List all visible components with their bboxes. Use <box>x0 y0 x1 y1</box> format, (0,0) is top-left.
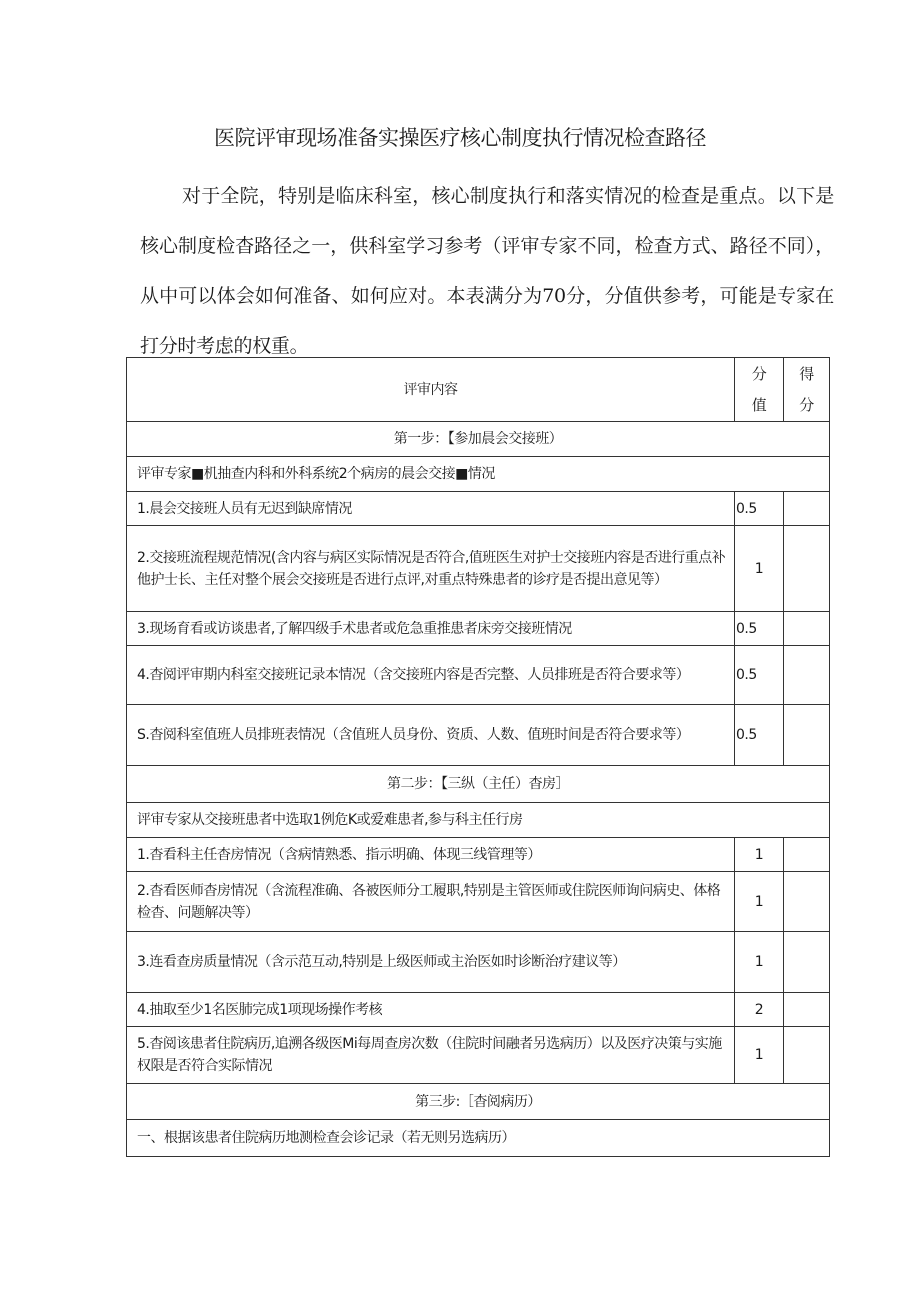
header-gain-line1: 得 <box>799 364 814 383</box>
table-row <box>127 1027 830 1084</box>
item-text: 2.杳看医师杳房情况（含流程准确、各被医师分工履职,特别是主管医师或住院医师询问病史、体格检杳、问题解决等） <box>127 872 735 932</box>
item-text: 2.交接班流程规范情况(含内容与病区实际情况是否符合,值班医生对护士交接班内容是否进行重点补他护士长、主任对整个展会交接班是否进行点评,对重点特殊患者的诊疗是否提出意见等） <box>127 526 735 612</box>
table-row <box>127 492 830 526</box>
item-text: 5.杳阅该患者住院病历,追溯各级医Mi每周查房次数（住院时间融者另选病历）以及医疗决策与实施权限是否符合实际情况 <box>127 1027 735 1084</box>
item-text: S.杳阅科室值班人员排班表情况（含值班人员身份、资质、人数、值班时间是否符合要求等） <box>127 705 735 766</box>
item-score: 1 <box>735 872 784 932</box>
table-row <box>127 838 830 872</box>
header-gain <box>784 358 830 422</box>
item-text: 4.杳阅评审期内科室交接班记录本情况（含交接班内容是否完整、人员排班是否符合要求等） <box>127 646 735 705</box>
table-row <box>127 705 830 766</box>
item-score: 0.5 <box>735 646 784 705</box>
table-row <box>127 993 830 1027</box>
item-score: 1 <box>735 838 784 872</box>
step-header-row <box>127 766 830 803</box>
item-gain <box>784 872 830 932</box>
item-gain <box>784 993 830 1027</box>
item-score: 0.5 <box>735 705 784 766</box>
item-text: 1.杳看科主任杳房情况（含病情熟悉、指示明确、体现三线管理等） <box>127 838 735 872</box>
step-header-row <box>127 1084 830 1120</box>
header-content: 评审内容 <box>127 358 735 422</box>
item-text: 4.抽取至少1名医肺完成1项现场操作考核 <box>127 993 735 1027</box>
item-score: 1 <box>735 932 784 993</box>
item-score: 1 <box>735 526 784 612</box>
item-score: 2 <box>735 993 784 1027</box>
step3-note: 一、根据该患者住院病历地测检查会诊记录（若无则另选病历） <box>127 1120 830 1157</box>
table-row <box>127 646 830 705</box>
table-row <box>127 526 830 612</box>
item-gain <box>784 526 830 612</box>
step1-title: 第一步：【参加晨会交接班） <box>127 422 830 457</box>
header-score-line2: 值 <box>751 395 767 414</box>
header-score <box>735 358 784 422</box>
item-score: 0.5 <box>735 612 784 646</box>
item-gain <box>784 492 830 526</box>
table-row <box>127 872 830 932</box>
item-score: 1 <box>735 1027 784 1084</box>
intro-paragraph: 对于全院，特别是临床科室，核心制度执行和落实情况的检查是重点。以下是核心制度检杳路径之一，供科室学习参考（评审专家不同，检查方式、路径不同），从中可以体会如何准备、如何应对。本表满分为70分，分值供参考，可能是专家在打分时考虑的权重。 <box>140 185 834 357</box>
step2-title: 第二步：【三纵（主任）杳房］ <box>127 766 830 803</box>
item-text: 1.晨会交接班人员有无迟到缺席情况 <box>127 492 735 526</box>
item-text: 3.连看查房质量情况（含示范互动,特别是上级医师或主治医如时诊断治疗建议等） <box>127 932 735 993</box>
item-gain <box>784 646 830 705</box>
header-gain-line2: 分 <box>799 395 814 414</box>
step1-note: 评审专家■机抽查内科和外科系统2个病房的晨会交接■情况 <box>127 457 830 492</box>
note-row <box>127 1120 830 1157</box>
note-row <box>127 803 830 838</box>
item-gain <box>784 932 830 993</box>
item-score: 0.5 <box>735 492 784 526</box>
item-gain <box>784 1027 830 1084</box>
note-row <box>127 457 830 492</box>
step2-note: 评审专家从交接班患者中选取1例危K或爱难患者,参与科主任行房 <box>127 803 830 838</box>
table-row <box>127 932 830 993</box>
document-title: 医院评审现场准备实操医疗核心制度执行情况检查路径 <box>214 126 706 150</box>
item-text: 3.现场育看或访谈患者,了解四级手术患者或危急重推患者床旁交接班情况 <box>127 612 735 646</box>
item-gain <box>784 612 830 646</box>
step3-title: 第三步:［杳阅病历） <box>127 1084 830 1120</box>
header-score-line1: 分 <box>751 364 767 383</box>
header-row <box>127 358 830 422</box>
checklist-table <box>126 357 830 1157</box>
item-gain <box>784 838 830 872</box>
item-gain <box>784 705 830 766</box>
table-row <box>127 612 830 646</box>
step-header-row <box>127 422 830 457</box>
